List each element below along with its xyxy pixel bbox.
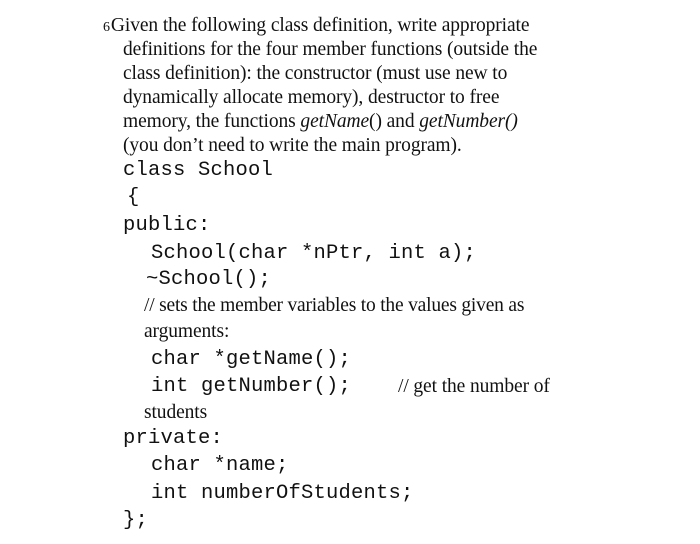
function-name-getnumber: getNumber(): [419, 111, 518, 132]
code-private-label: private:: [123, 427, 224, 450]
code-class-declaration: class School: [123, 159, 274, 182]
question-line-1: [103, 14, 529, 40]
code-getname-declaration: char *getName();: [151, 348, 352, 371]
code-constructor-declaration: School(char *nPtr, int a);: [151, 242, 477, 265]
code-getnumber-comment: // get the number of: [398, 376, 550, 397]
code-destructor-declaration: ~School();: [146, 268, 272, 291]
question-line-6: (you don’t need to write the main program).: [123, 135, 462, 156]
question-text-1: Given the following class definition, write appropriate: [110, 15, 530, 36]
question-text-5-and: and: [381, 111, 420, 132]
question-number: 6: [103, 20, 110, 35]
question-text-5-prefix: memory, the functions: [123, 111, 301, 132]
question-line-5: [123, 110, 518, 134]
code-comment-line-1: // sets the member variables to the values given as: [144, 295, 525, 316]
question-line-4: dynamically allocate memory), destructor to free: [123, 87, 500, 108]
function-name-getname-paren: (): [369, 111, 382, 132]
question-line-3: class definition): the constructor (must use new to: [123, 63, 508, 84]
code-open-brace: {: [127, 186, 140, 209]
code-member-number: int numberOfStudents;: [151, 482, 414, 505]
code-close-brace: };: [123, 509, 149, 532]
code-comment-line-2: arguments:: [144, 321, 230, 342]
function-name-getname: getName: [300, 111, 370, 132]
question-line-2: definitions for the four member functions (outside the: [123, 39, 538, 60]
code-getnumber-comment-continued: students: [144, 402, 208, 423]
code-getnumber-declaration: int getNumber();: [151, 375, 352, 398]
code-member-name: char *name;: [151, 454, 289, 477]
code-public-label: public:: [123, 214, 211, 237]
